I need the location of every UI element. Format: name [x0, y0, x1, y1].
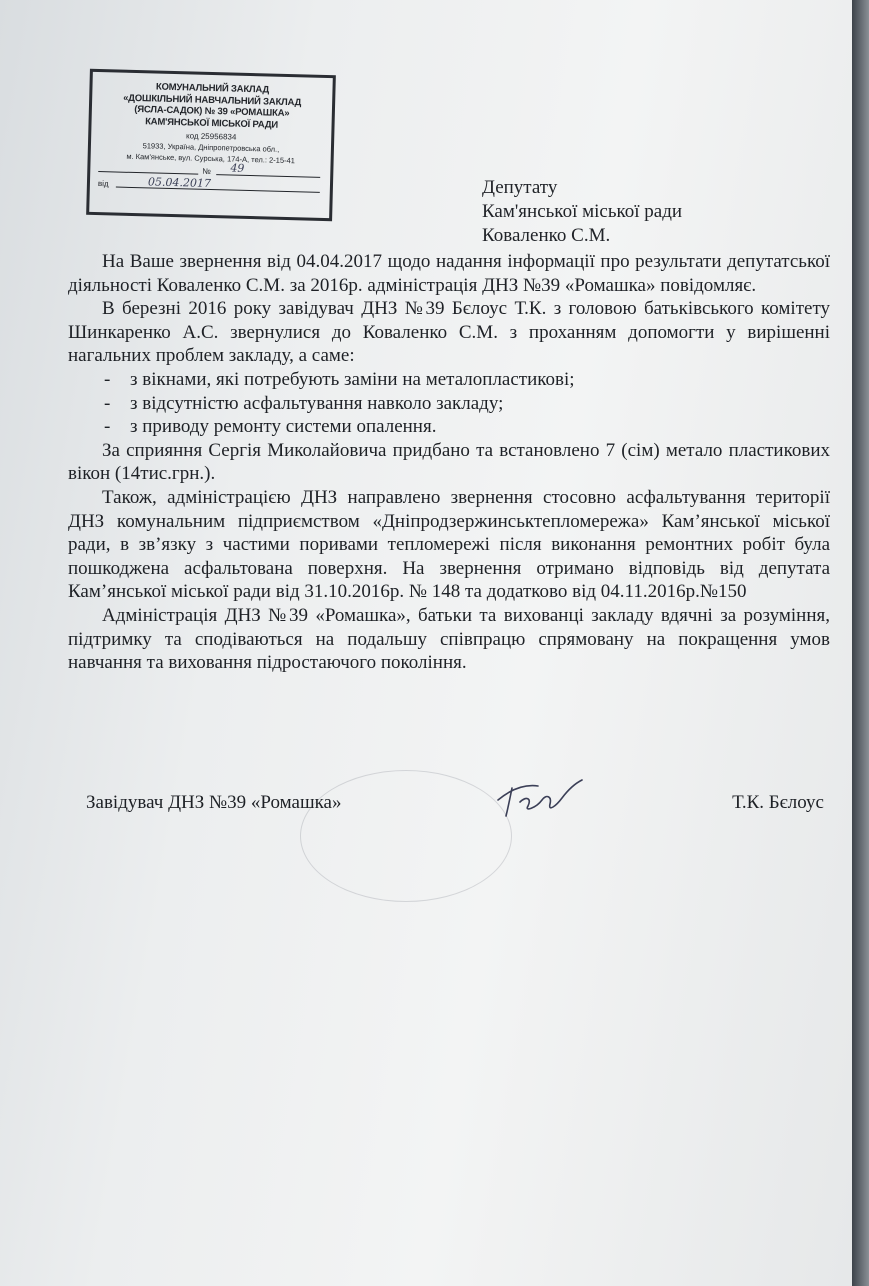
- addressee-line-1: Депутату: [482, 177, 558, 198]
- stamp-line-3: (ЯСЛА-САДОК) № 39 «РОМАШКА»: [134, 103, 290, 120]
- handwritten-signature: [490, 772, 590, 822]
- signatory-position: Завідувач ДНЗ №39 «Ромашка»: [86, 792, 342, 813]
- paragraph-5: Адміністрація ДНЗ №39 «Ромашка», батьки та вихованці закладу вдячні за розуміння, підтримку та сподіваються на подальшу співпрацю спрямовану на покращення умов навчання та виховання підростаючого покоління.: [68, 604, 830, 674]
- list-item: - з відсутністю асфальтування навколо закладу;: [104, 392, 504, 414]
- stamp-number-value: 49: [230, 161, 245, 175]
- addressee-line-2: Кам'янської міської ради: [482, 201, 683, 222]
- paragraph-3: За сприяння Сергія Миколайовича придбано та встановлено 7 (сім) метало пластикових вікон (14тис.грн.).: [68, 439, 830, 485]
- stamp-date-label: від: [97, 179, 109, 189]
- stamp-address-2: м. Кам'янське, вул. Сурська, 174-А, тел.: 2-15-41: [126, 151, 296, 166]
- stamp-line-4: КАМ'ЯНСЬКОЇ МІСЬКОЇ РАДИ: [145, 115, 279, 131]
- stamp-line-2: «ДОШКІЛЬНИЙ НАВЧАЛЬНИЙ ЗАКЛАД: [123, 92, 302, 108]
- paragraph-4: Також, адміністрацією ДНЗ направлено звернення стосовно асфальтування території ДНЗ комунальним підприємством «Дніпродзержинськтепломережа» Кам’янської міської ради, в зв’язку з частими поривами тепломережі після виконання ремонтних робіт була пошкоджена асфальтована поверхня. На звернення отримано відповідь від депутата Кам’янської міської ради від 31.10.2016р. № 148 та додатково від 04.11.2016р.№150: [68, 486, 830, 603]
- problems-list: [68, 368, 830, 439]
- paragraph-2: В березні 2016 року завідувач ДНЗ №39 Бєлоус Т.К. з головою батьківського комітету Шинкаренко А.С. звернулися до Коваленко С.М. з проханням допомогти у вирішенні нагальних проблем закладу, а саме:: [68, 298, 830, 367]
- list-item: - з приводу ремонту системи опалення.: [104, 416, 437, 438]
- stamp-date-value: 05.04.2017: [147, 175, 212, 191]
- list-item: - з вікнами, які потребують заміни на металопластикові;: [104, 368, 575, 390]
- background-edge: [852, 0, 869, 1286]
- signatory-name: Т.К. Бєлоус: [732, 792, 824, 813]
- institution-stamp: [86, 69, 336, 221]
- addressee-line-3: Коваленко С.М.: [482, 225, 611, 246]
- addressee-block: [482, 176, 682, 248]
- stamp-code: код 25956834: [185, 131, 237, 142]
- stamp-line-1: КОМУНАЛЬНИЙ ЗАКЛАД: [155, 81, 270, 96]
- signature-row: [86, 792, 824, 814]
- letter-body: [68, 250, 830, 675]
- stamp-address-1: 51933, Україна, Дніпропетровська обл.,: [142, 141, 280, 154]
- paragraph-1: На Ваше звернення від 04.04.2017 щодо надання інформації про результати депутатської діяльності Коваленко С.М. за 2016р. адміністрація ДНЗ №39 «Ромашка» повідомляє.: [68, 251, 830, 296]
- stamp-number-label: №: [202, 166, 212, 177]
- faint-round-stamp: [300, 770, 512, 902]
